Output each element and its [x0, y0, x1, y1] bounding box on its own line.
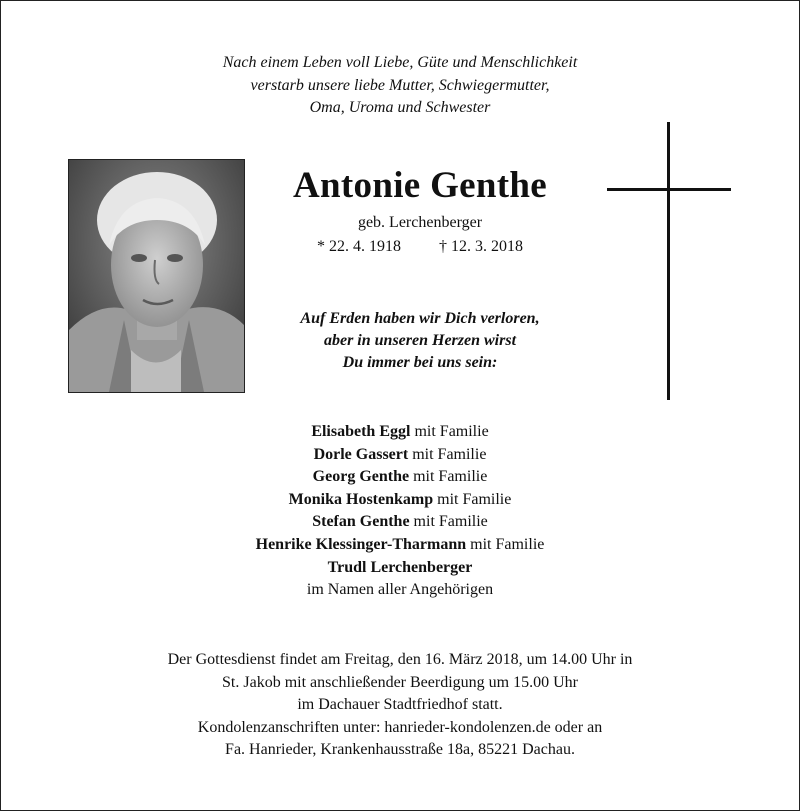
death-date: † 12. 3. 2018 [439, 238, 523, 255]
service-info-line: Fa. Hanrieder, Krankenhausstraße 18a, 85221 Dachau. [225, 741, 575, 758]
mourners-list [0, 421, 800, 602]
mourner-name: Elisabeth Eggl [311, 423, 411, 440]
mourner-row [0, 534, 800, 557]
intro-line: Nach einem Leben voll Liebe, Güte und Menschlichkeit [222, 54, 578, 71]
service-info-line: im Dachauer Stadtfriedhof statt. [297, 696, 503, 713]
mourner-row [0, 557, 800, 580]
mourner-row [0, 489, 800, 512]
verse-line: aber in unseren Herzen wirst [323, 332, 517, 349]
intro-line: Oma, Uroma und Schwester [309, 99, 491, 116]
mourner-name: Dorle Gassert [313, 445, 409, 463]
birth-date: * 22. 4. 1918 [317, 238, 401, 255]
intro-text [0, 52, 800, 120]
service-info [0, 649, 800, 762]
mourner-row [0, 511, 800, 534]
verse-line: Du immer bei uns sein: [342, 354, 498, 371]
service-info-line: Kondolenzanschriften unter: hanrieder-kondolenzen.de oder an [197, 718, 603, 736]
mourner-suffix: mit Familie [408, 445, 487, 463]
cross-icon-bar [607, 188, 731, 191]
mourner-row [0, 444, 800, 467]
service-info-line: St. Jakob mit anschließender Beerdigung um 15.00 Uhr [222, 673, 578, 691]
verse-line: Auf Erden haben wir Dich verloren, [300, 310, 540, 327]
mourner-row [0, 421, 800, 444]
mourner-row [0, 466, 800, 489]
deceased-name: Antonie Genthe [293, 165, 547, 206]
life-dates [230, 236, 610, 258]
mourner-suffix: mit Familie [409, 513, 488, 531]
mourner-suffix: mit Familie [410, 423, 489, 440]
mourner-suffix: mit Familie [466, 535, 545, 553]
portrait-photo [68, 159, 245, 393]
intro-line: verstarb unsere liebe Mutter, Schwiegermutter, [250, 76, 550, 94]
mourner-suffix: mit Familie [433, 490, 512, 508]
service-info-line: Der Gottesdienst findet am Freitag, den 16. März 2018, um 14.00 Uhr in [167, 651, 633, 668]
mourner-name: Stefan Genthe [312, 513, 410, 531]
mourner-suffix: mit Familie [409, 468, 488, 486]
mourner-name: Georg Genthe [312, 468, 410, 486]
mourner-name: Trudl Lerchenberger [327, 558, 473, 576]
mourner-name: Monika Hostenkamp [288, 490, 434, 508]
cross-icon [667, 122, 670, 400]
maiden-name: geb. Lerchenberger [357, 214, 483, 231]
memorial-verse [230, 308, 610, 374]
mourner-name: Henrike Klessinger-Tharmann [255, 535, 467, 553]
mourners-closing: im Namen aller Angehörigen [306, 581, 494, 599]
